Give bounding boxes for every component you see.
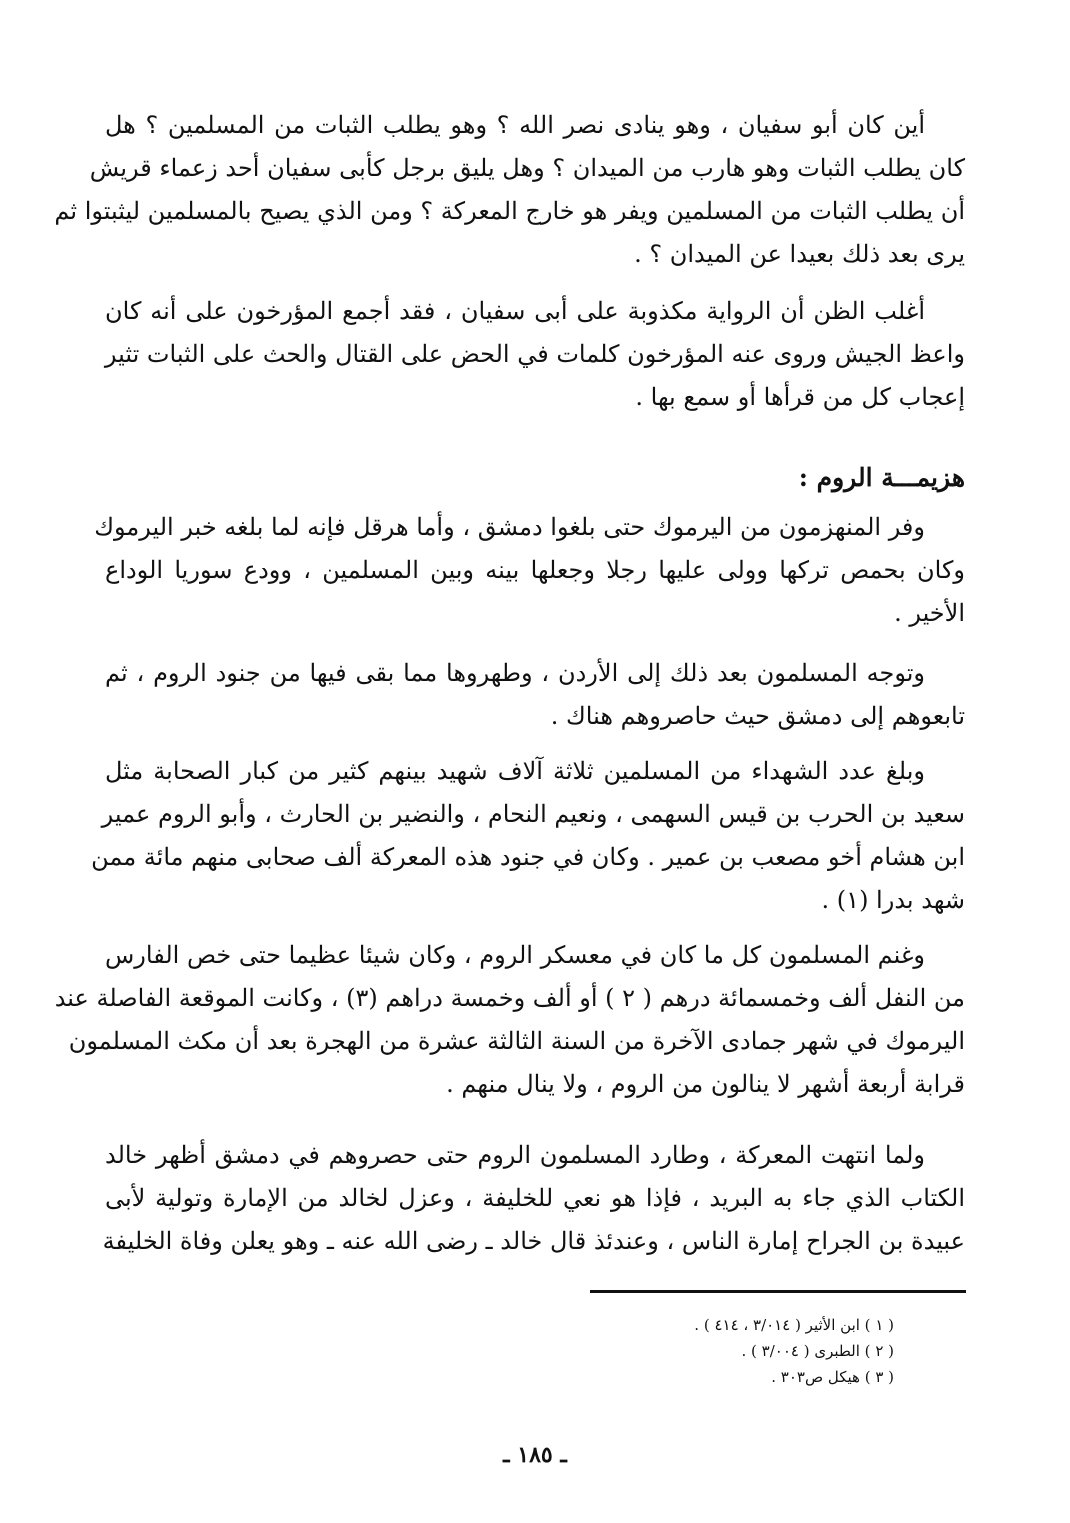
text-line: كان يطلب الثبات وهو هارب من الميدان ؟ وهل يليق برجل كأبى سفيان أحد زعماء قريش (89, 154, 965, 182)
text-line: أغلب الظن أن الرواية مكذوبة على أبى سفيان ، فقد أجمع المؤرخون على أنه كان (105, 297, 925, 325)
paragraph (105, 652, 965, 738)
paragraph (105, 290, 965, 419)
text-line: سعيد بن الحرب بن قيس السهمى ، ونعيم النحام ، والنضير بن الحارث ، وأبو الروم عمير (101, 800, 965, 828)
text-line: الأخير . (894, 599, 965, 627)
footnote-separator (590, 1290, 966, 1293)
text-line: أين كان أبو سفيان ، وهو ينادى نصر الله ؟ وهو يطلب الثبات من المسلمين ؟ هل (105, 111, 925, 139)
footnote: ( ١ ) ابن الأثير ( ٣/٠١٤ ، ٤١٤ ) . (694, 1316, 894, 1334)
text-line: يرى بعد ذلك بعيدا عن الميدان ؟ . (634, 240, 965, 268)
paragraph (54, 934, 965, 1106)
text-line: من النفل ألف وخمسمائة درهم ( ٢ ) أو ألف وخمسة دراهم (٣) ، وكانت الموقعة الفاصلة عند (54, 984, 965, 1012)
text-line: الكتاب الذي جاء به البريد ، فإذا هو نعي للخليفة ، وعزل لخالد من الإمارة وتولية لأبى (105, 1184, 965, 1212)
text-line: وفر المنهزمون من اليرموك حتى بلغوا دمشق ، وأما هرقل فإنه لما بلغه خبر اليرموك (94, 513, 925, 541)
paragraph (94, 506, 965, 635)
text-line: ابن هشام أخو مصعب بن عمير . وكان في جنود هذه المعركة ألف صحابى منهم مائة ممن (91, 843, 965, 871)
text-line: واعظ الجيش وروى عنه المؤرخون كلمات في الحض على القتال والحث على الثبات تثير (104, 340, 965, 368)
footnote: ( ٢ ) الطبرى ( ٣/٠٠٤ ) . (741, 1342, 894, 1360)
text-line: وغنم المسلمون كل ما كان في معسكر الروم ، وكان شيئا عظيما حتى خص الفارس (105, 941, 925, 969)
section-heading: هزيمـــة الروم : (798, 463, 965, 492)
text-line: إعجاب كل من قرأها أو سمع بها . (635, 383, 965, 411)
text-line: اليرموك في شهر جمادى الآخرة من السنة الثالثة عشرة من الهجرة بعد أن مكث المسلمون (68, 1027, 965, 1055)
paragraph (102, 1134, 965, 1263)
text-line: وبلغ عدد الشهداء من المسلمين ثلاثة آلاف شهيد بينهم كثير من كبار الصحابة مثل (105, 757, 925, 785)
paragraph (91, 750, 965, 922)
footnotes (694, 1312, 894, 1390)
footnote: ( ٣ ) هيكل ص٣٠٣ . (771, 1368, 894, 1386)
text-line: وكان بحمص تركها وولى عليها رجلا وجعلها بينه وبين المسلمين ، وودع سوريا الوداع (105, 556, 965, 584)
text-line: أن يطلب الثبات من المسلمين ويفر هو خارج المعركة ؟ ومن الذي يصيح بالمسلمين ليثبتوا ثم (54, 197, 965, 225)
text-line: قرابة أربعة أشهر لا ينالون من الروم ، ولا ينال منهم . (446, 1070, 965, 1098)
page-number: ـ ١٨٥ ـ (503, 1442, 567, 1468)
paragraph (54, 104, 965, 276)
text-line: تابعوهم إلى دمشق حيث حاصروهم هناك . (550, 702, 965, 730)
text-line: وتوجه المسلمون بعد ذلك إلى الأردن ، وطهروها مما بقى فيها من جنود الروم ، ثم (105, 659, 925, 687)
text-line: ولما انتهت المعركة ، وطارد المسلمون الروم حتى حصروهم في دمشق أظهر خالد (105, 1141, 925, 1169)
text-line: شهد بدرا (١) . (821, 886, 965, 914)
text-line: عبيدة بن الجراح إمارة الناس ، وعندئذ قال خالد ـ رضى الله عنه ـ وهو يعلن وفاة الخليفة (102, 1227, 965, 1255)
